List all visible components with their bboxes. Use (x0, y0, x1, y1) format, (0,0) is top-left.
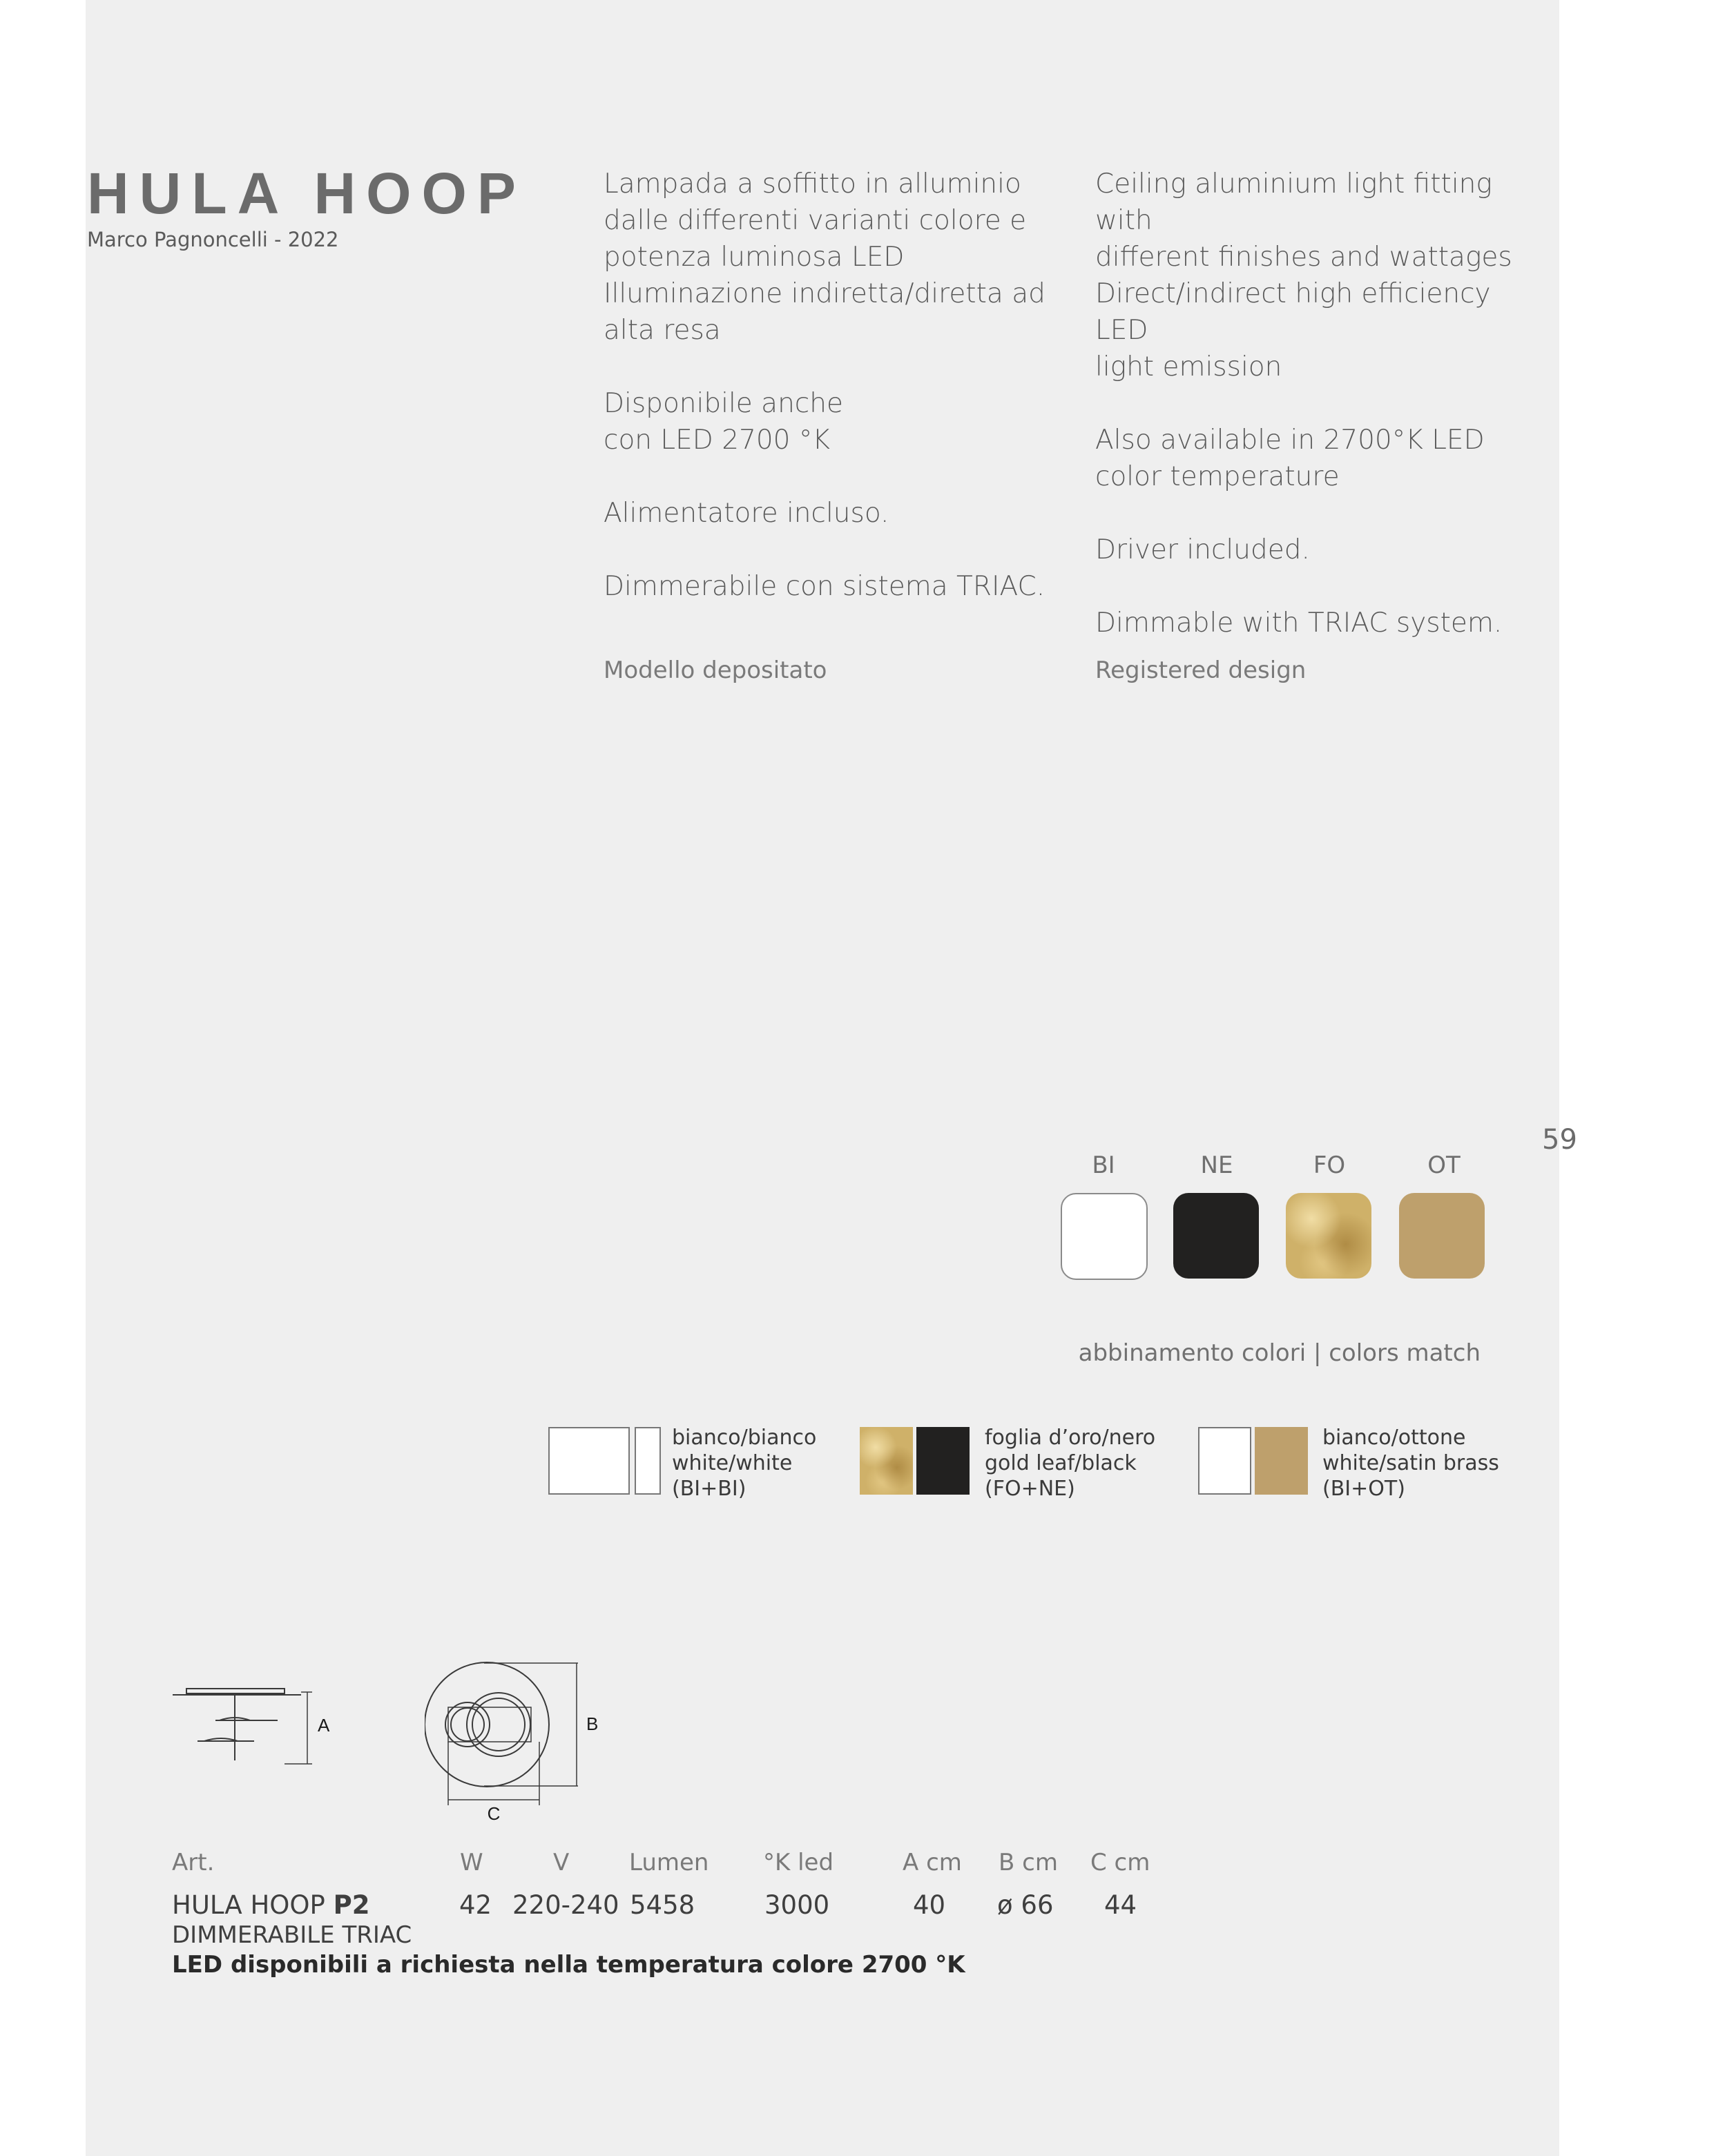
description-english (1095, 166, 1537, 678)
description-en-paragraph: Driver included. (1095, 534, 1310, 565)
description-italian (604, 166, 1045, 641)
dimension-label-b: B (586, 1713, 599, 1734)
combo-white-white-main (548, 1427, 630, 1495)
description-en-paragraph: Also available in 2700°K LED color temperature (1095, 425, 1485, 492)
registered-design-en: Registered design (1095, 657, 1307, 684)
table-header-w: W (460, 1849, 483, 1876)
combo-gold-black-text: foglia d’oro/nero gold leaf/black (FO+NE) (985, 1426, 1156, 1501)
table-cell-art-subtitle: DIMMERABILE TRIAC (172, 1921, 412, 1949)
finish-label-ne: NE (1200, 1152, 1233, 1179)
description-en-paragraph: Ceiling aluminium light fitting with different finishes and wattages Direct/indirect high efficiency LED light emission (1095, 168, 1512, 382)
side-view-drawing (166, 1678, 345, 1781)
colors-match-label: abbinamento colori | colors match (1078, 1339, 1481, 1367)
table-header-c: C cm (1090, 1849, 1150, 1876)
finish-label-ot: OT (1427, 1152, 1461, 1179)
description-it-paragraph: Alimentatore incluso. (604, 498, 889, 529)
combo-white-white-text: bianco/bianco white/white (BI+BI) (672, 1426, 817, 1501)
finish-label-fo: FO (1313, 1152, 1346, 1179)
table-cell-w: 42 (459, 1890, 492, 1920)
combo-white-white-accent (635, 1427, 661, 1495)
table-cell-a: 40 (913, 1890, 946, 1920)
led-availability-note: LED disponibili a richiesta nella temperatura colore 2700 °K (172, 1951, 965, 1979)
table-cell-kelvin: 3000 (764, 1890, 830, 1920)
table-header-a: A cm (903, 1849, 962, 1876)
finish-swatch-black (1173, 1193, 1259, 1279)
table-header-lumen: Lumen (629, 1849, 709, 1876)
combo-white-brass-text: bianco/ottone white/satin brass (BI+OT) (1322, 1426, 1499, 1501)
description-it-paragraph: Lampada a soffitto in alluminio dalle differenti varianti colore e potenza luminosa LED Illuminazione indiretta/diretta ad alta resa (604, 168, 1045, 346)
finish-label-bi: BI (1092, 1152, 1115, 1179)
combo-white-brass-brass (1255, 1427, 1308, 1495)
combo-gold-black-gold (860, 1427, 913, 1495)
table-cell-c: 44 (1104, 1890, 1137, 1920)
dimension-label-c: C (487, 1803, 501, 1824)
finish-swatch-satin-brass (1399, 1193, 1485, 1279)
table-header-b: B cm (999, 1849, 1058, 1876)
table-cell-v: 220-240 (512, 1890, 619, 1920)
description-it-paragraph: Dimmerabile con sistema TRIAC. (604, 571, 1045, 602)
registered-design-it: Modello depositato (604, 657, 827, 684)
top-view-drawing (425, 1653, 611, 1826)
combo-gold-black-black (916, 1427, 970, 1495)
description-en-paragraph: Dimmable with TRIAC system. (1095, 608, 1503, 639)
table-cell-art: HULA HOOP P2 (172, 1890, 370, 1920)
table-cell-b: ø 66 (997, 1890, 1054, 1920)
product-title: HULA HOOP (87, 161, 526, 226)
table-header-kelvin: °K led (763, 1849, 834, 1876)
table-cell-lumen: 5458 (630, 1890, 695, 1920)
table-header-v: V (553, 1849, 570, 1876)
description-it-paragraph: Disponibile anche con LED 2700 °K (604, 388, 843, 456)
table-header-art: Art. (172, 1849, 215, 1876)
finish-swatch-gold-leaf (1286, 1193, 1371, 1279)
dimension-label-a: A (318, 1715, 330, 1736)
page-number: 59 (1542, 1124, 1577, 1156)
finish-swatch-white (1061, 1193, 1148, 1280)
combo-white-brass-white (1198, 1427, 1251, 1495)
designer-credit: Marco Pagnoncelli - 2022 (87, 228, 339, 251)
